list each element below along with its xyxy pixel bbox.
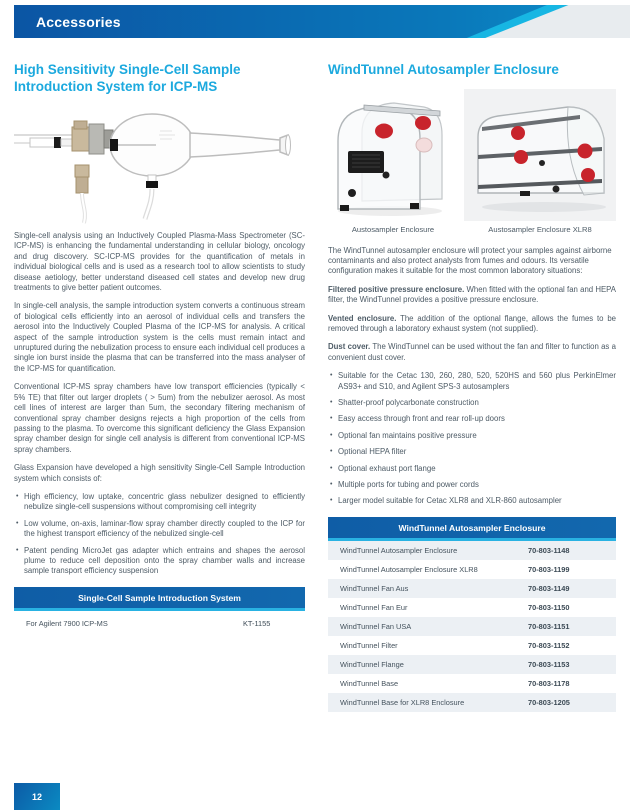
- product-name: WindTunnel Base: [340, 678, 399, 688]
- part-number: 70-803-1150: [528, 602, 570, 612]
- left-paragraph: Conventional ICP-MS spray chambers have low transport efficiencies (typically < 5% TE) that filter out larger droplets ( > 5um) from the nebulizer aerosol. As most cell lines of interest are larger than 5um, the secondary filtering mechanism of conventional spray chamber designs rejects a high proportion of the cells from passing to the plasma. To overcome this significant deficiency the Glass Expansion spray chamber design for single cell analysis is different from conventional ICP-MS spray chambers.: [14, 382, 305, 454]
- photo-captions: [328, 225, 616, 234]
- part-number: 70-803-1148: [528, 545, 570, 555]
- part-number: 70-803-1149: [528, 583, 570, 593]
- product-name: WindTunnel Autosampler Enclosure: [340, 545, 458, 555]
- feature-paragraph: Filtered positive pressure enclosure. When fitted with the optional fan and HEPA filter, the WindTunnel provides a positive pressure enclosure.: [328, 284, 617, 305]
- enclosure-photos: [328, 89, 616, 221]
- part-number: 70-803-1152: [528, 640, 570, 650]
- product-name: For Agilent 7900 ICP-MS: [26, 618, 108, 628]
- list-item: • Optional exhaust port flange: [330, 463, 436, 473]
- page-number-badge: 12: [14, 783, 60, 810]
- right-article-heading: WindTunnel Autosampler Enclosure: [328, 62, 559, 77]
- feature-paragraph: Vented enclosure. The addition of the optional flange, allows the fumes to be removed through a laboratory exhaust system (not supplied).: [328, 313, 616, 333]
- table-row: [328, 579, 616, 598]
- part-number: 70-803-1178: [528, 678, 570, 688]
- table-row: [328, 598, 616, 617]
- table-row: [328, 693, 616, 712]
- bullet-icon: •: [330, 372, 333, 380]
- part-number: 70-803-1151: [528, 621, 570, 631]
- table-title: WindTunnel Autosampler Enclosure: [328, 517, 616, 541]
- list-item: • Optional HEPA filter: [330, 447, 407, 457]
- right-intro-paragraph: The WindTunnel autosampler enclosure will protect your samples against airborne contaminants and also protect analysts from fumes and odours. Its versatile configuration makes it suitable for the most common laboratory situations:: [328, 245, 612, 276]
- part-number: 70-803-1199: [528, 564, 570, 574]
- product-name: WindTunnel Filter: [340, 640, 398, 650]
- bullet-icon: •: [330, 431, 333, 439]
- left-paragraph: Glass Expansion have developed a high sensitivity Single-Cell Sample Introduction system which consists of:: [14, 463, 305, 483]
- list-item: • Patent pending MicroJet gas adapter which entrains and shapes the aerosol plume to reduce cell deposition onto the spray chamber walls and increase sample transport efficiency suspension: [16, 545, 305, 576]
- table-title: Single-Cell Sample Introduction System: [14, 587, 305, 611]
- bullet-icon: •: [330, 398, 333, 406]
- single-cell-spec-table: [14, 587, 305, 636]
- list-item: • Suitable for the Cetac 130, 260, 280, 520, 520HS and 560 plus PerkinElmer AS93+ and S10, and Agilent SPS-3 autosamplers: [330, 371, 616, 391]
- left-bullet-list: [16, 492, 305, 577]
- bullet-icon: •: [330, 481, 333, 488]
- product-name: WindTunnel Fan Eur: [340, 602, 408, 612]
- feature-paragraph: Dust cover. The WindTunnel can be used without the fan and filter to function as a convenient dust cover.: [328, 342, 616, 362]
- table-row: [328, 636, 616, 655]
- bullet-icon: •: [16, 546, 19, 554]
- single-cell-nebulizer-spray-chamber-photo: [14, 105, 305, 225]
- windtunnel-spec-table: [328, 517, 616, 712]
- table-row: [328, 541, 616, 560]
- list-item: • Optional fan maintains positive pressure: [330, 430, 477, 440]
- table-row: [328, 560, 616, 579]
- list-item: • Shatter-proof polycarbonate construction: [330, 397, 479, 407]
- product-name: WindTunnel Autosampler Enclosure XLR8: [340, 564, 478, 574]
- bullet-icon: •: [16, 519, 19, 527]
- autosampler-enclosure-photo: [328, 89, 458, 221]
- part-number: 70-803-1153: [528, 659, 570, 669]
- list-item: • High efficiency, low uptake, concentric glass nebulizer designed to efficiently nebulize single-cell suspensions without compromising cell integrity: [16, 491, 305, 512]
- photo-caption: Austosampler Enclosure: [351, 224, 435, 234]
- table-row: [14, 611, 305, 636]
- right-bullet-list: [330, 371, 616, 507]
- list-item: • Easy access through front and rear roll-up doors: [330, 414, 505, 424]
- bullet-icon: •: [330, 448, 333, 456]
- page-title: Accessories: [36, 13, 121, 30]
- photo-caption: Austosampler Enclosure XLR8: [488, 224, 592, 234]
- list-item: • Larger model suitable for Cetac XLR8 and XLR-860 autosampler: [330, 496, 562, 506]
- bullet-icon: •: [16, 492, 19, 500]
- list-item: • Low volume, on-axis, laminar-flow spray chamber directly coupled to the ICP for the highest transport efficiency of the nebulized single-cell: [16, 518, 305, 539]
- table-row: [328, 674, 616, 693]
- bullet-icon: •: [330, 415, 333, 423]
- table-row: [328, 617, 616, 636]
- bullet-icon: •: [330, 497, 333, 505]
- product-name: WindTunnel Fan Aus: [340, 583, 409, 593]
- left-paragraph: Single-cell analysis using an Inductively Coupled Plasma-Mass Spectrometer (SC-ICP-MS) is enhancing the fundamental understanding in cellular biology, oncology and drug discovery. SC-ICP-MS provides for the quantification of metals in individual biological cells and is used as a research tool to allow scientists to study disease aetiology, better understand diseased cell states and develop new drug treatments to give better patient outcomes.: [14, 231, 305, 293]
- product-name: WindTunnel Base for XLR8 Enclosure: [340, 697, 465, 707]
- right-article: [328, 62, 616, 712]
- list-item: • Multiple ports for tubing and power cords: [330, 480, 479, 489]
- left-paragraph: In single-cell analysis, the sample introduction system converts a continuous stream of biological cells efficiently into an aerosol of individual cells and transfers the aerosol into the Inductively Coupled Plasma of the ICP-MS for analysis. A critical aspect of the sample introduction system is the cells must remain intact and unruptured during the nebulization process to ensure each individual cell produces a single ion burst inside the plasma that can be transferred into the mass analyser of the ICP-MS for quantification.: [14, 301, 305, 373]
- left-article: [14, 62, 305, 636]
- product-name: WindTunnel Fan USA: [340, 621, 412, 631]
- header-bar: [14, 5, 630, 38]
- left-article-heading: High Sensitivity Single-Cell Sample Introduction System for ICP-MS: [14, 62, 241, 94]
- part-number: 70-803-1205: [528, 697, 570, 707]
- bullet-icon: •: [330, 464, 333, 472]
- autosampler-enclosure-xlr8-photo: [464, 89, 616, 221]
- product-name: WindTunnel Flange: [340, 659, 404, 669]
- part-number: KT-1155: [243, 618, 271, 628]
- table-row: [328, 655, 616, 674]
